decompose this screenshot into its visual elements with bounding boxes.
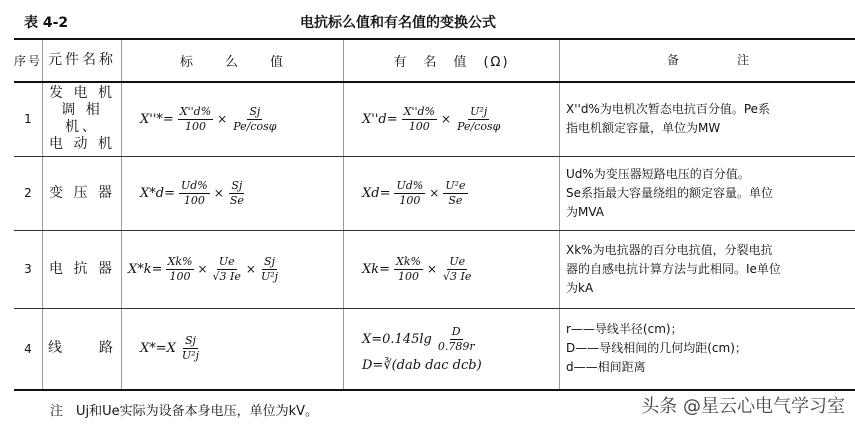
row-number: 2 <box>14 156 43 230</box>
fraction: $\frac{Sj}{Pe/\cos\varphi}$ <box>233 104 277 133</box>
component-name <box>43 156 122 230</box>
times-sign: × <box>217 112 228 127</box>
note-line: Se系指最大容量绕组的额定容量。单位 <box>566 185 774 200</box>
per-unit-formula <box>122 82 344 156</box>
table-row <box>14 156 855 230</box>
col-header-no: 序号 <box>14 39 43 82</box>
fraction: $\frac{Sj}{\text{U²j}}$ <box>181 334 199 363</box>
times-sign: × <box>426 262 438 276</box>
name-line: 电 抗 器 <box>49 260 115 277</box>
named-value-formula <box>344 308 560 390</box>
col-header-per-unit: 标 么 值 <box>122 39 344 82</box>
col-header-name: 元件名称 <box>43 39 122 82</box>
geometric-mean-distance-formula: D=∛(dab dac dcb) <box>362 357 482 373</box>
fraction: $\frac{Ud\%}{100}$ <box>180 178 208 207</box>
fraction: $\frac{Sj}{Se}$ <box>229 178 244 207</box>
named-value-formula <box>344 156 560 230</box>
times-sign: × <box>245 262 256 276</box>
times-sign: × <box>429 186 440 200</box>
formula-lhs: X''*= <box>140 111 174 127</box>
note-line: X''d%为电机次暂态电抗百分值。Pe系 <box>566 102 771 117</box>
named-value-formula <box>344 230 560 308</box>
col-header-named-value: 有 名 值 (Ω) <box>344 39 560 82</box>
name-line: 调 相 机、 <box>61 102 103 136</box>
per-unit-formula <box>122 230 344 308</box>
row-number: 3 <box>14 230 43 308</box>
note-line: 器的自感电抗计算方法与此相同。Ie单位 <box>566 261 781 276</box>
formula-lhs: Xk= <box>362 261 391 277</box>
note-cell <box>560 308 855 390</box>
note-cell <box>560 156 855 230</box>
formula-lhs: Xd= <box>362 185 391 201</box>
fraction: $\frac{\text{U²e}}{Se}$ <box>445 178 466 207</box>
per-unit-formula <box>122 308 344 390</box>
component-name <box>43 82 122 156</box>
fraction: $\frac{X''d\%}{100}$ <box>403 104 435 133</box>
fraction: $\frac{Ue}{√3 Ie}$ <box>212 254 241 283</box>
footnote: 注 Uj和Ue实际为设备本身电压，单位为kV。 <box>50 404 319 419</box>
row-number: 1 <box>14 82 43 156</box>
note-line: 指电机额定容量，单位为MW <box>566 121 721 136</box>
formula-lhs: X*d= <box>140 185 175 201</box>
table-row <box>14 308 855 390</box>
note-line: d——相间距离 <box>566 360 646 375</box>
note-line: Xk%为电抗器的百分电抗值，分裂电抗 <box>566 242 773 257</box>
formula-lhs: X''d= <box>362 111 398 127</box>
formula-lhs: X*=X <box>140 341 176 357</box>
table-row <box>14 230 855 308</box>
note-line: r——导线半径(cm)； <box>566 322 683 337</box>
named-value-formula <box>344 82 560 156</box>
name-line: 线 路 <box>48 340 116 357</box>
fraction: $\frac{Xk\%}{100}$ <box>396 254 421 283</box>
formula-table <box>14 38 855 391</box>
times-sign: × <box>197 262 208 276</box>
component-name <box>43 308 122 390</box>
table-header-row <box>14 39 855 82</box>
fraction: $\frac{Ud\%}{100}$ <box>396 178 424 207</box>
table-row <box>14 82 855 156</box>
note-line: D——导线相间的几何均距(cm)； <box>566 341 747 356</box>
name-line: 发 电 机 <box>49 85 115 102</box>
col-header-notes: 备 注 <box>560 39 855 82</box>
fraction: $\frac{D}{0.789r}$ <box>437 324 475 353</box>
note-line: 为MVA <box>566 204 605 219</box>
fraction: $\frac{Sj}{\text{U²j}}$ <box>260 254 279 283</box>
formula-lhs: X*k= <box>128 261 163 277</box>
fraction: $\frac{Xk\%}{100}$ <box>167 254 193 283</box>
fraction: $\frac{X''d\%}{100}$ <box>179 104 212 133</box>
times-sign: × <box>441 112 452 127</box>
note-cell <box>560 82 855 156</box>
component-name <box>43 230 122 308</box>
note-cell <box>560 230 855 308</box>
note-line: 为kA <box>566 280 594 295</box>
table-number: 表 4-2 <box>24 15 69 31</box>
row-number: 4 <box>14 308 43 390</box>
fraction: $\frac{Ue}{√3 Ie}$ <box>443 254 472 283</box>
watermark: 头条 @星云心电气学习室 <box>641 396 845 417</box>
note-line: Ud%为变压器短路电压的百分值。 <box>566 166 750 181</box>
name-line: 电 动 机 <box>49 136 115 153</box>
formula-lhs: X=0.145lg <box>362 331 432 347</box>
times-sign: × <box>213 186 224 200</box>
table-title: 电抗标么值和有名值的变换公式 <box>300 15 496 31</box>
fraction: $\frac{\text{U²j}}{Pe/\cos\varphi}$ <box>457 104 501 133</box>
name-line: 变 压 器 <box>49 184 115 201</box>
per-unit-formula <box>122 156 344 230</box>
